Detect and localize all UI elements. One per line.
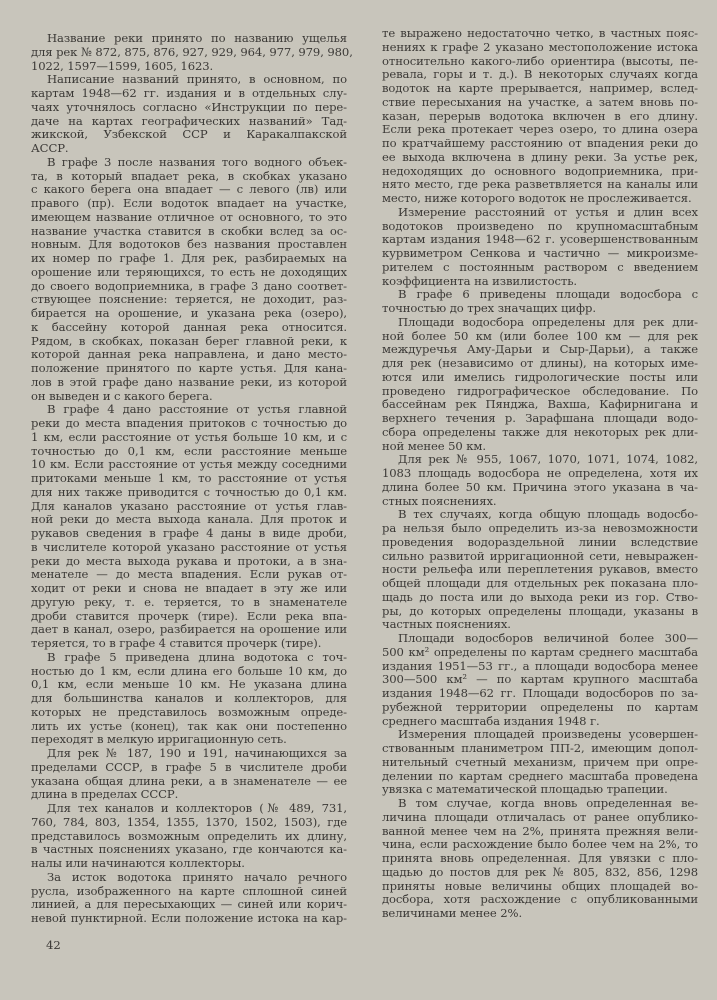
text-line: ются или имелись гидрологические посты или bbox=[382, 369, 698, 384]
text-line: для большинства каналов и коллекторов, для bbox=[31, 691, 347, 705]
paragraph bbox=[31, 403, 347, 651]
text-line: сильно развитой ирригационной сети, невыражен- bbox=[382, 548, 698, 563]
text-line: Измерение расстояний от устья и длин всех bbox=[398, 204, 698, 219]
paragraph bbox=[382, 728, 698, 797]
text-line: ствие пересыхания на участке, а затем вновь по- bbox=[382, 94, 698, 109]
text-line: до своего водоприемника, в графе 3 дано соответ- bbox=[31, 278, 347, 293]
text-line: длина в пределах СССР. bbox=[31, 787, 179, 802]
text-line: ности рельефа или переплетения рукавов, вместо bbox=[382, 562, 698, 577]
text-line: В тех случаях, когда общую площадь водосбо- bbox=[398, 507, 698, 522]
text-line: щадью до постов для рек № 805, 832, 856, 1298 bbox=[382, 864, 698, 879]
text-line: дает в канал, озеро, разбирается на орошение или bbox=[31, 622, 347, 637]
text-line: Площади водосборов величиной более 300— bbox=[398, 631, 698, 645]
text-line: досбора, хотя расхождение с опубликованными bbox=[382, 892, 698, 907]
paragraph bbox=[382, 27, 698, 206]
text-line: правого (пр). Если водоток впадает на участке, bbox=[31, 196, 347, 210]
text-line: принята вновь определенная. Для увязки с пло- bbox=[382, 851, 698, 865]
text-line: величинами менее 2%. bbox=[382, 906, 523, 920]
paragraph bbox=[382, 508, 698, 632]
text-line: та, в который впадает река, в скобках указано bbox=[31, 168, 347, 183]
text-line: 300—500 км² — по картам крупного масштаба bbox=[382, 672, 698, 687]
text-line: для рек № 872, 875, 876, 927, 929, 964, 977, 979, 980, bbox=[31, 44, 353, 59]
text-line: лов в этой графе дано название реки, из которой bbox=[31, 374, 347, 389]
text-line: лить их устье (конец), так как они постепенно bbox=[31, 718, 347, 733]
text-line: Для тех каналов и коллекторов (№ 489, 731, bbox=[47, 801, 347, 815]
text-line: недоходящих до основного водоприемника, при- bbox=[382, 163, 698, 178]
paragraph bbox=[31, 747, 347, 802]
text-line: положение принятого по карте устья. Для кана- bbox=[31, 361, 347, 375]
text-line: ной реки до места выхода канала. Для проток и bbox=[31, 512, 347, 527]
text-line: среднего масштаба издания 1948 г. bbox=[382, 713, 600, 728]
text-line: Рядом, в скобках, показан берег главной реки, к bbox=[31, 333, 347, 348]
text-line: другую реку, т. е. теряется, то в знаменателе bbox=[31, 594, 347, 609]
text-line: В графе 4 дано расстояние от устья главной bbox=[47, 402, 347, 417]
text-line: к бассейну которой данная река относится. bbox=[31, 319, 347, 334]
text-line: личина площади отличалась от ранее опублико- bbox=[382, 809, 698, 824]
text-line: точностью до трех значащих цифр. bbox=[382, 301, 596, 315]
text-line: водоток на карте прерывается, например, вслед- bbox=[382, 81, 698, 95]
right-text-column bbox=[382, 27, 698, 921]
text-line: имеющем название отличное от основного, то это bbox=[31, 209, 347, 224]
text-line: реки до места выхода рукава и протоки, а в зна- bbox=[31, 553, 347, 568]
text-line: коэффициента на извилистость. bbox=[382, 273, 577, 288]
text-line: общей площади для отдельных рек показана пло- bbox=[382, 576, 698, 590]
text-line: орошение или теряющихся, то есть не доходящих bbox=[31, 264, 347, 279]
text-line: нениях к графе 2 указано местоположение истока bbox=[382, 39, 698, 54]
text-line: пределами СССР, в графе 5 в числителе дроби bbox=[31, 759, 347, 774]
text-line: стных пояснениях. bbox=[382, 493, 497, 508]
text-line: для рек (независимо от длины), на которых име- bbox=[382, 356, 698, 370]
text-line: рителем с постоянным раствором с введением bbox=[382, 259, 698, 274]
text-line: 0,1 км, если меньше 10 км. Не указана длина bbox=[31, 677, 347, 692]
text-line: нительный счетный механизм, причем при опре- bbox=[382, 754, 698, 769]
text-line: ной менее 50 км. bbox=[382, 438, 486, 453]
page-number: 42 bbox=[46, 938, 61, 952]
text-line: ствованным планиметром ПП-2, имеющим допол- bbox=[382, 741, 698, 755]
text-line: издания 1948—62 гг. Площади водосборов по за- bbox=[382, 686, 698, 700]
text-line: междуречья Аму-Дарьи и Сыр-Дарьи), а также bbox=[382, 342, 698, 357]
text-line: Если река протекает через озеро, то длина озера bbox=[382, 122, 698, 137]
text-line: длина более 50 км. Причина этого указана в ча- bbox=[382, 479, 698, 494]
paragraph bbox=[31, 802, 347, 871]
text-line: Название реки принято по названию ущелья bbox=[47, 31, 347, 45]
text-line: новным. Для водотоков без названия проставлен bbox=[31, 237, 347, 252]
text-line: водотоков произведено по крупномасштабным bbox=[382, 218, 698, 233]
text-line: название участка ставится в скобки вслед за ос- bbox=[31, 223, 347, 238]
text-line: теряется, то в графе 4 ставится прочерк (тире). bbox=[31, 636, 322, 650]
text-line: Для каналов указано расстояние от устья глав- bbox=[31, 498, 347, 513]
text-line: Для рек № 187, 190 и 191, начинающихся за bbox=[47, 746, 347, 760]
text-line: по кратчайшему расстоянию от впадения реки до bbox=[382, 136, 698, 150]
text-line: 760, 784, 803, 1354, 1355, 1370, 1502, 1503), где bbox=[31, 814, 347, 829]
text-line: дроби ставится прочерк (тире). Если река впа- bbox=[31, 608, 347, 623]
text-line: 1 км, если расстояние от устья больше 10 км, и с bbox=[31, 429, 347, 444]
text-line: относительно какого-либо ориентира (высоты, пе- bbox=[382, 53, 698, 68]
text-line: налы или начинаются коллекторы. bbox=[31, 856, 245, 870]
paragraph bbox=[31, 156, 347, 404]
text-line: в числителе которой указано расстояние от устья bbox=[31, 539, 347, 554]
text-line: 10 км. Если расстояние от устья между соседними bbox=[31, 457, 347, 472]
text-line: чина, если расхождение было более чем на 2%, то bbox=[382, 837, 698, 852]
text-line: щадь до поста или до выхода реки из гор. Ство- bbox=[382, 589, 698, 604]
text-line: делении по картам среднего масштаба проведена bbox=[382, 768, 698, 783]
text-line: для них также приводится с точностью до 0,1 км. bbox=[31, 484, 347, 499]
text-line: сбора определены также для некоторых рек дли- bbox=[382, 424, 698, 439]
text-line: картам издания 1948—62 г. усовершенствованным bbox=[382, 232, 698, 247]
text-line: ра нельзя было определить из-за невозможности bbox=[382, 521, 698, 535]
text-line: ствующее пояснение: теряется, не доходит, раз- bbox=[31, 292, 347, 307]
text-line: ры, до которых определены площади, указаны в bbox=[382, 603, 698, 618]
text-line: рубежной территории определены по картам bbox=[382, 699, 698, 714]
text-line: ванной менее чем на 2%, принята прежняя вели- bbox=[382, 823, 698, 838]
text-line: проведено гидрографическое обследование. По bbox=[382, 383, 698, 398]
text-line: В том случае, когда вновь определенная ве- bbox=[398, 796, 698, 810]
text-line: За исток водотока принято начало речного bbox=[47, 869, 347, 884]
text-line: рукавов сведения в графе 4 даны в виде дроби, bbox=[31, 526, 347, 540]
text-line: притоками меньше 1 км, то расстояние от устья bbox=[31, 471, 347, 485]
text-line: издания 1951—53 гг., а площади водосбора менее bbox=[382, 658, 698, 673]
paragraph bbox=[382, 632, 698, 728]
text-line: ной более 50 км (или более 100 км — для рек bbox=[382, 328, 698, 343]
text-line: ее выхода включена в длину реки. За устье рек, bbox=[382, 149, 698, 164]
text-line: менателе — до места впадения. Если рукав от- bbox=[31, 567, 347, 582]
text-line: приняты новые величины общих площадей во- bbox=[382, 878, 698, 893]
text-line: нято место, где река разветвляется на каналы или bbox=[382, 177, 698, 192]
text-line: русла, изображенного на карте сплошной синей bbox=[31, 883, 347, 898]
text-line: реки до места впадения притоков с точностью до bbox=[31, 416, 347, 430]
text-line: даче на картах географических названий» Тад- bbox=[31, 113, 347, 128]
text-line: он выведен и с какого берега. bbox=[31, 388, 213, 403]
text-line: чаях уточнялось согласно «Инструкции по пере- bbox=[31, 99, 347, 114]
text-line: переходят в мелкую ирригационную сеть. bbox=[31, 732, 287, 747]
text-line: ностью до 1 км, если длина его больше 10 км, до bbox=[31, 663, 347, 678]
text-line: Написание названий принято, в основном, по bbox=[47, 72, 347, 87]
text-line: картам 1948—62 гг. издания и в отдельных слу- bbox=[31, 86, 347, 100]
text-line: 1083 площадь водосбора не определена, хотя их bbox=[382, 466, 698, 480]
text-line: бассейнам рек Пянджа, Вахша, Кафирнигана и bbox=[382, 397, 698, 412]
text-line: их номер по графе 1. Для рек, разбираемых на bbox=[31, 251, 347, 265]
text-line: невой пунктирной. Если положение истока на кар- bbox=[31, 911, 347, 925]
text-line: 500 км² определены по картам среднего масштаба bbox=[382, 644, 698, 659]
text-line: Для рек № 955, 1067, 1070, 1071, 1074, 1082, bbox=[398, 452, 698, 467]
paragraph bbox=[382, 316, 698, 454]
text-line: те выражено недостаточно четко, в частных пояс- bbox=[382, 26, 698, 40]
paragraph bbox=[31, 73, 347, 156]
text-line: точностью до 0,1 км, если расстояние меньше bbox=[31, 443, 347, 458]
text-line: Измерения площадей произведены усовершен- bbox=[398, 727, 698, 742]
text-line: верхнего течения р. Зарафшана площади водо- bbox=[382, 411, 698, 425]
text-line: АССР. bbox=[31, 141, 69, 155]
text-line: жикской, Узбекской ССР и Каракалпакской bbox=[31, 127, 347, 142]
text-line: казан, перерыв водотока включен в его длину. bbox=[382, 108, 698, 123]
text-line: ревала, горы и т. д.). В некоторых случаях когда bbox=[382, 67, 698, 82]
text-line: которых не представилось возможным опреде- bbox=[31, 704, 347, 719]
text-line: в частных пояснениях указано, где кончаются ка- bbox=[31, 842, 347, 857]
text-line: с какого берега она впадает — с левого (лв) или bbox=[31, 182, 347, 197]
paragraph bbox=[31, 651, 347, 747]
text-line: указана общая длина реки, а в знаменателе — ее bbox=[31, 773, 347, 788]
text-line: В графе 6 приведены площади водосбора с bbox=[398, 287, 698, 302]
text-line: представилось возможным определить их длину, bbox=[31, 828, 347, 843]
left-text-column bbox=[31, 31, 353, 926]
text-line: ходит от реки и снова не впадает в эту же или bbox=[31, 581, 347, 595]
paragraph bbox=[382, 206, 698, 289]
text-line: частных пояснениях. bbox=[382, 617, 511, 632]
paragraph bbox=[31, 871, 347, 926]
text-line: бирается на орошение, и указана река (озеро), bbox=[31, 306, 347, 320]
text-line: В графе 3 после названия того водного объек- bbox=[47, 154, 347, 169]
text-line: которой данная река направлена, и дано место- bbox=[31, 347, 347, 362]
text-line: 1022, 1597—1599, 1605, 1623. bbox=[31, 58, 214, 73]
text-line: проведения водораздельной линии вследствие bbox=[382, 534, 698, 549]
text-line: линией, а для пересыхающих — синей или корич- bbox=[31, 897, 347, 912]
text-line: место, ниже которого водоток не прослеживается. bbox=[382, 191, 692, 205]
paragraph bbox=[382, 797, 698, 921]
paragraph bbox=[382, 453, 698, 508]
paragraph bbox=[31, 31, 353, 73]
text-line: увязка с математической площадью трапеции. bbox=[382, 782, 668, 797]
paragraph bbox=[382, 288, 698, 316]
text-line: В графе 5 приведена длина водотока с точ- bbox=[47, 649, 347, 664]
text-line: Площади водосбора определены для рек дли- bbox=[398, 314, 698, 329]
text-line: курвиметром Сенкова и частично — микроизме- bbox=[382, 246, 698, 260]
